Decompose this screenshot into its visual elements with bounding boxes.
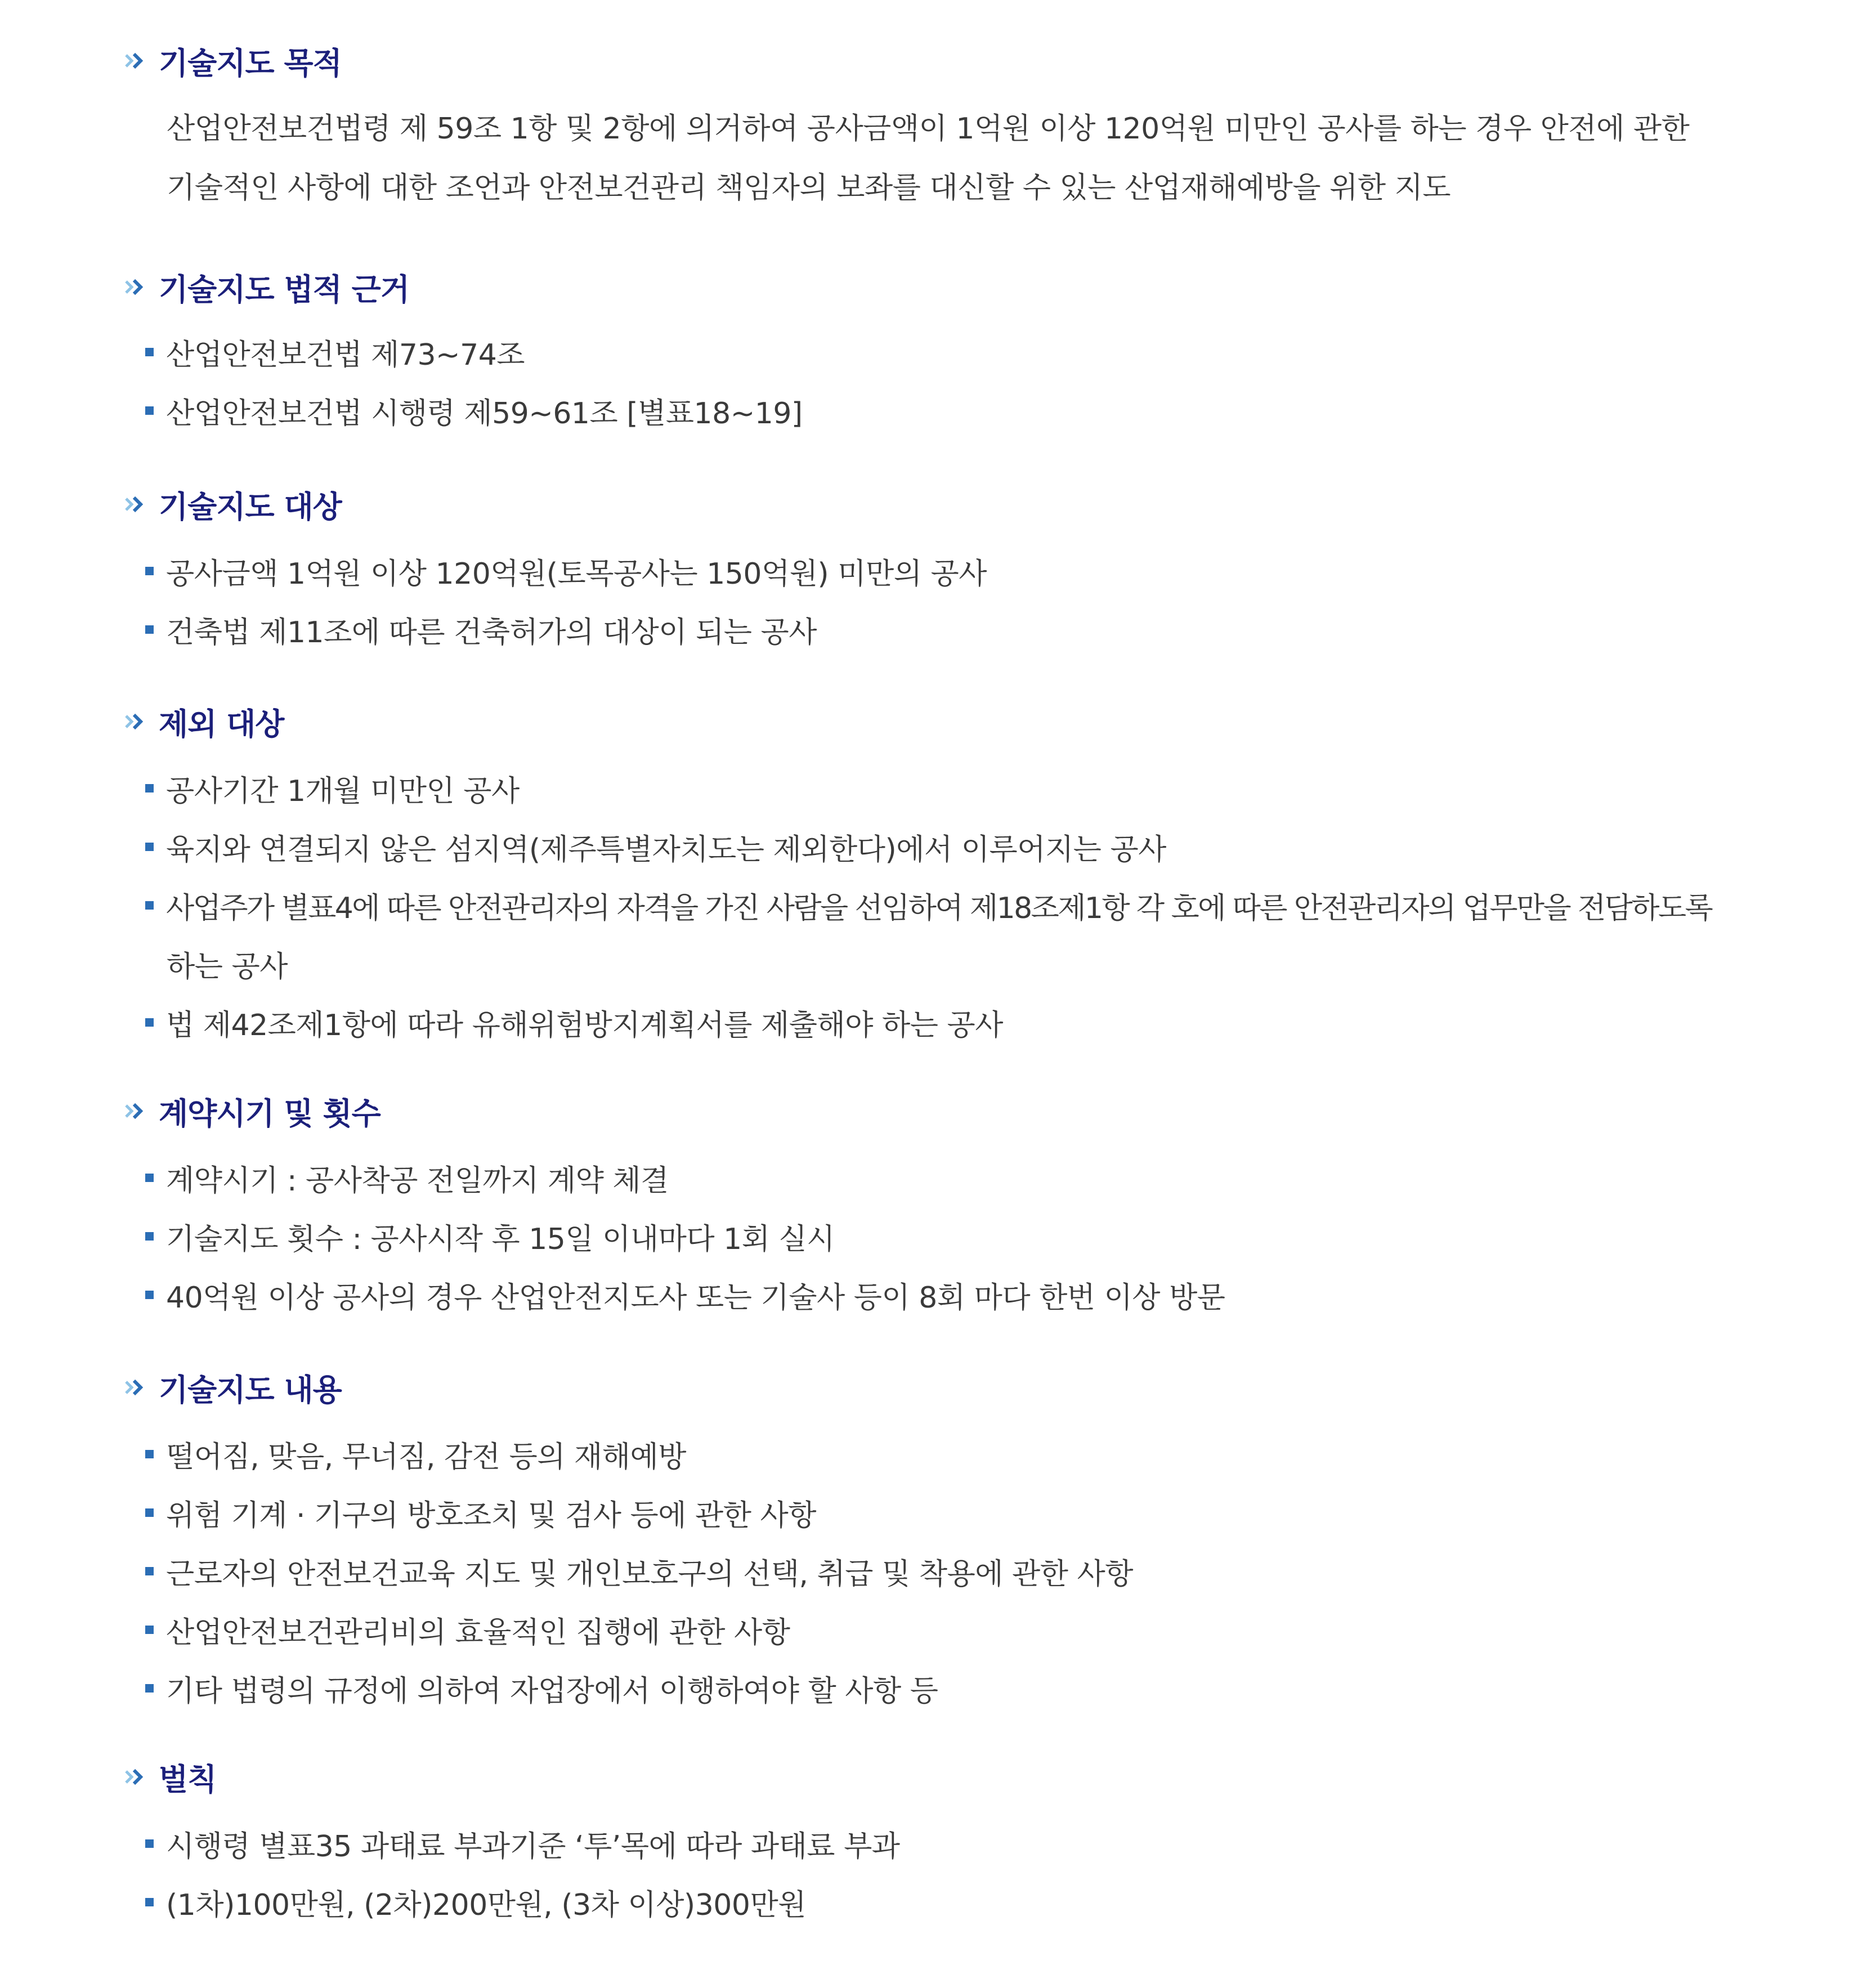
- list-item-text: 공사금액 1억원 이상 120억원(토목공사는 150억원) 미만의 공사: [166, 557, 987, 591]
- section-heading: [123, 482, 342, 527]
- section-heading: [123, 1365, 342, 1410]
- double-chevron-right-icon: [123, 1766, 152, 1788]
- list-item: [145, 548, 987, 593]
- list-item: [145, 607, 817, 652]
- section-heading: [123, 699, 284, 744]
- list-item: [145, 1607, 790, 1652]
- double-chevron-right-icon: [123, 1376, 152, 1399]
- list-item-text: 산업안전보건관리비의 효율적인 집행에 관한 사항: [166, 1615, 790, 1650]
- list-item-text: 산업안전보건법 제73~74조: [166, 338, 525, 372]
- section-title: 기술지도 목적: [159, 45, 342, 81]
- list-item-text: 산업안전보건법 시행령 제59~61조 [별표18~19]: [166, 396, 803, 431]
- paragraph-line: 산업안전보건법령 제 59조 1항 및 2항에 의거하여 공사금액이 1억원 이상 120억원 미만인 공사를 하는 경우 안전에 관한: [167, 112, 1690, 146]
- double-chevron-right-icon: [123, 1100, 152, 1122]
- square-bullet-icon: [145, 784, 154, 793]
- square-bullet-icon: [145, 1018, 154, 1027]
- list-item: [145, 329, 525, 374]
- list-item-text: 육지와 연결되지 않은 섬지역(제주특별자치도는 제외한다)에서 이루어지는 공사: [166, 832, 1166, 867]
- list-item-text: 사업주가 별표4에 따른 안전관리자의 자격을 가진 사람을 선임하여 제18조제1항 각 호에 따른 안전관리자의 업무만을 전담하도록: [166, 891, 1712, 925]
- list-item: [145, 1000, 1003, 1045]
- square-bullet-icon: [145, 1626, 154, 1634]
- square-bullet-icon: [145, 1450, 154, 1458]
- list-item-text: 기술지도 횟수 : 공사시작 후 15일 이내마다 1회 실시: [166, 1222, 835, 1256]
- square-bullet-icon: [145, 1508, 154, 1517]
- section-heading: [123, 1754, 216, 1799]
- list-item-text: 계약시기 : 공사착공 전일까지 계약 체결: [166, 1163, 669, 1198]
- square-bullet-icon: [145, 625, 154, 634]
- paragraph-line: 기술적인 사항에 대한 조언과 안전보건관리 책임자의 보좌를 대신할 수 있는 산업재해예방을 위한 지도: [167, 171, 1451, 205]
- square-bullet-icon: [145, 1567, 154, 1575]
- list-item: [145, 1272, 1225, 1317]
- list-item: [145, 765, 520, 811]
- list-item: [145, 1431, 686, 1476]
- square-bullet-icon: [145, 843, 154, 851]
- list-item: [145, 1665, 938, 1711]
- list-item-text: 기타 법령의 규정에 의하여 자업장에서 이행하여야 할 사항 등: [166, 1674, 938, 1708]
- section-heading: [123, 38, 342, 83]
- section-title: 기술지도 법적 근거: [159, 271, 409, 307]
- double-chevron-right-icon: [123, 50, 152, 72]
- list-item: [145, 388, 803, 433]
- square-bullet-icon: [145, 1291, 154, 1299]
- list-item-text: 시행령 별표35 과태료 부과기준 ‘투’목에 따라 과태료 부과: [166, 1829, 900, 1864]
- list-item-text: (1차)100만원, (2차)200만원, (3차 이상)300만원: [166, 1888, 806, 1922]
- square-bullet-icon: [145, 901, 154, 910]
- list-item-text: 위험 기계 · 기구의 방호조치 및 검사 등에 관한 사항: [166, 1498, 816, 1533]
- list-item: [145, 824, 1166, 869]
- list-item-text: 떨어짐, 맞음, 무너짐, 감전 등의 재해예방: [166, 1440, 686, 1474]
- list-item: [145, 1821, 900, 1866]
- list-item-text: 건축법 제11조에 따른 건축허가의 대상이 되는 공사: [166, 615, 817, 650]
- list-item-text: 근로자의 안전보건교육 지도 및 개인보호구의 선택, 취급 및 착용에 관한 사항: [166, 1557, 1134, 1591]
- list-item: [145, 1548, 1133, 1593]
- section-title: 기술지도 내용: [159, 1372, 342, 1408]
- section-heading: [123, 265, 409, 310]
- list-item: [145, 1879, 806, 1924]
- list-item: [145, 1214, 835, 1259]
- section-title: 계약시기 및 횟수: [159, 1095, 380, 1131]
- list-item-text: 법 제42조제1항에 따라 유해위험방지계획서를 제출해야 하는 공사: [166, 1008, 1003, 1042]
- double-chevron-right-icon: [123, 276, 152, 298]
- section-heading: [123, 1089, 380, 1134]
- list-item-text: 40억원 이상 공사의 경우 산업안전지도사 또는 기술사 등이 8회 마다 한번 이상 방문: [166, 1280, 1225, 1315]
- square-bullet-icon: [145, 1232, 154, 1241]
- square-bullet-icon: [145, 567, 154, 575]
- double-chevron-right-icon: [123, 710, 152, 733]
- square-bullet-icon: [145, 406, 154, 415]
- section-title: 벌칙: [159, 1761, 217, 1797]
- list-item-continuation: 하는 공사: [167, 950, 288, 984]
- square-bullet-icon: [145, 348, 154, 356]
- square-bullet-icon: [145, 1898, 154, 1906]
- square-bullet-icon: [145, 1174, 154, 1182]
- list-item: [145, 883, 1712, 928]
- square-bullet-icon: [145, 1684, 154, 1693]
- list-item: [145, 1155, 669, 1200]
- double-chevron-right-icon: [123, 493, 152, 516]
- list-item-text: 공사기간 1개월 미만인 공사: [166, 774, 520, 808]
- square-bullet-icon: [145, 1839, 154, 1848]
- list-item: [145, 1490, 816, 1535]
- section-title: 기술지도 대상: [159, 489, 342, 525]
- section-title: 제외 대상: [159, 706, 284, 742]
